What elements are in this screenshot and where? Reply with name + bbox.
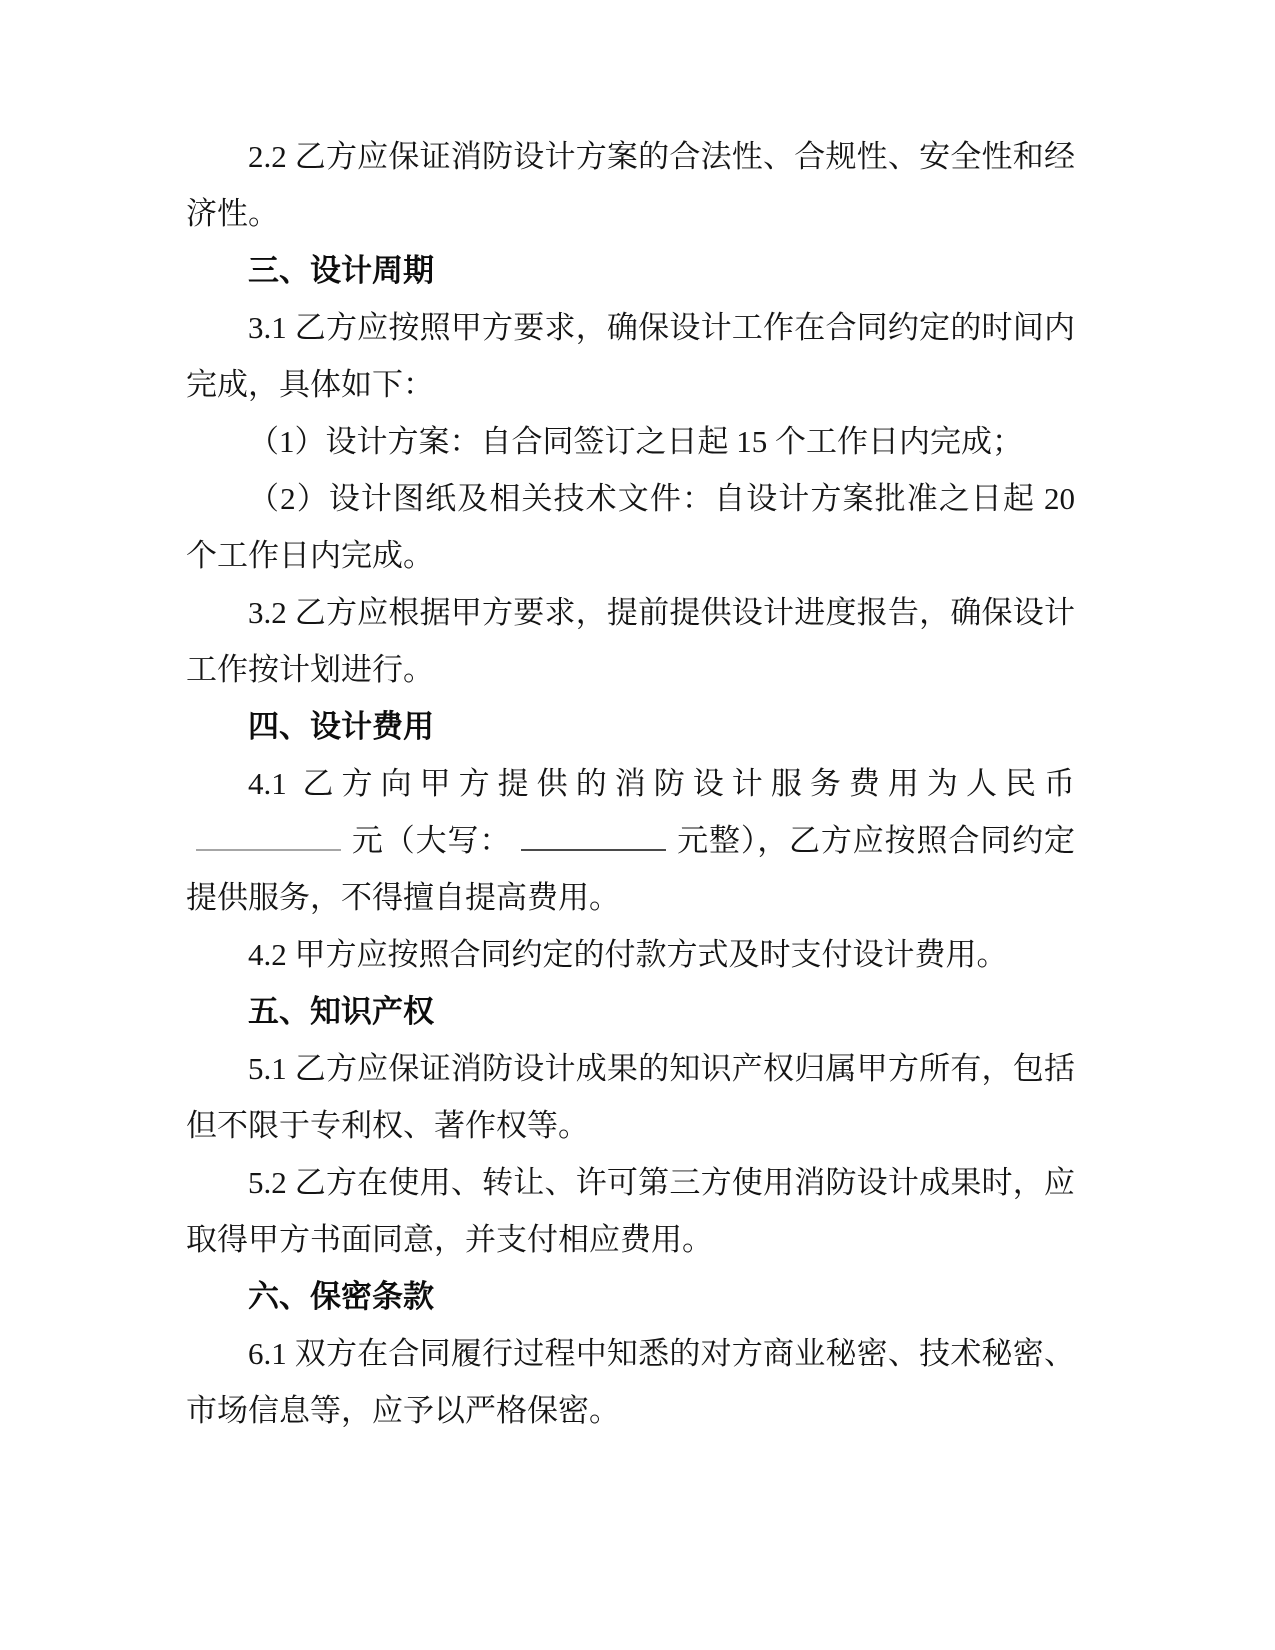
paragraph-text: 元（大写： — [351, 823, 512, 858]
paragraph-text: 元整），乙方应按照合同约定提供服务，不得擅自提高费用。 — [186, 823, 1076, 915]
paragraph-text: 6.1 双方在合同履行过程中知悉的对方商业秘密、技术秘密、市场信息等，应予以严格保密。 — [186, 1336, 1075, 1428]
contract-paragraph — [186, 584, 1075, 698]
contract-paragraph — [186, 1154, 1075, 1268]
paragraph-text: 四、设计费用 — [248, 709, 434, 744]
contract-paragraph — [186, 299, 1075, 413]
paragraph-text: 5.2 乙方在使用、转让、许可第三方使用消防设计成果时，应取得甲方书面同意，并支付相应费用。 — [186, 1165, 1075, 1257]
contract-paragraph — [186, 470, 1075, 584]
contract-paragraph — [186, 755, 1075, 926]
paragraph-text: 三、设计周期 — [248, 253, 434, 288]
paragraph-text: 4.2 甲方应按照合同约定的付款方式及时支付设计费用。 — [248, 937, 1008, 972]
paragraph-text: 3.1 乙方应按照甲方要求，确保设计工作在合同约定的时间内完成，具体如下： — [186, 310, 1075, 402]
contract-paragraph — [186, 1325, 1075, 1439]
paragraph-text: 4.1 乙方向甲方提供的消防设计服务费用为人民币 — [248, 766, 1075, 801]
section-heading — [186, 983, 1075, 1040]
contract-paragraph — [186, 413, 1075, 470]
fill-in-blank — [196, 847, 341, 851]
section-heading — [186, 1268, 1075, 1325]
paragraph-text: （2）设计图纸及相关技术文件：自设计方案批准之日起 20 个工作日内完成。 — [186, 481, 1075, 573]
paragraph-text: （1）设计方案：自合同签订之日起 15 个工作日内完成； — [248, 424, 1023, 459]
contract-paragraph — [186, 128, 1075, 242]
contract-body — [186, 128, 1075, 1439]
paragraph-text: 3.2 乙方应根据甲方要求，提前提供设计进度报告，确保设计工作按计划进行。 — [186, 595, 1075, 687]
section-heading — [186, 698, 1075, 755]
paragraph-text: 五、知识产权 — [248, 994, 434, 1029]
contract-paragraph — [186, 926, 1075, 983]
fill-in-blank — [521, 847, 666, 851]
paragraph-text: 5.1 乙方应保证消防设计成果的知识产权归属甲方所有，包括但不限于专利权、著作权等。 — [186, 1051, 1075, 1143]
section-heading — [186, 242, 1075, 299]
contract-paragraph — [186, 1040, 1075, 1154]
paragraph-text: 2.2 乙方应保证消防设计方案的合法性、合规性、安全性和经济性。 — [186, 139, 1075, 231]
paragraph-text: 六、保密条款 — [248, 1279, 434, 1314]
